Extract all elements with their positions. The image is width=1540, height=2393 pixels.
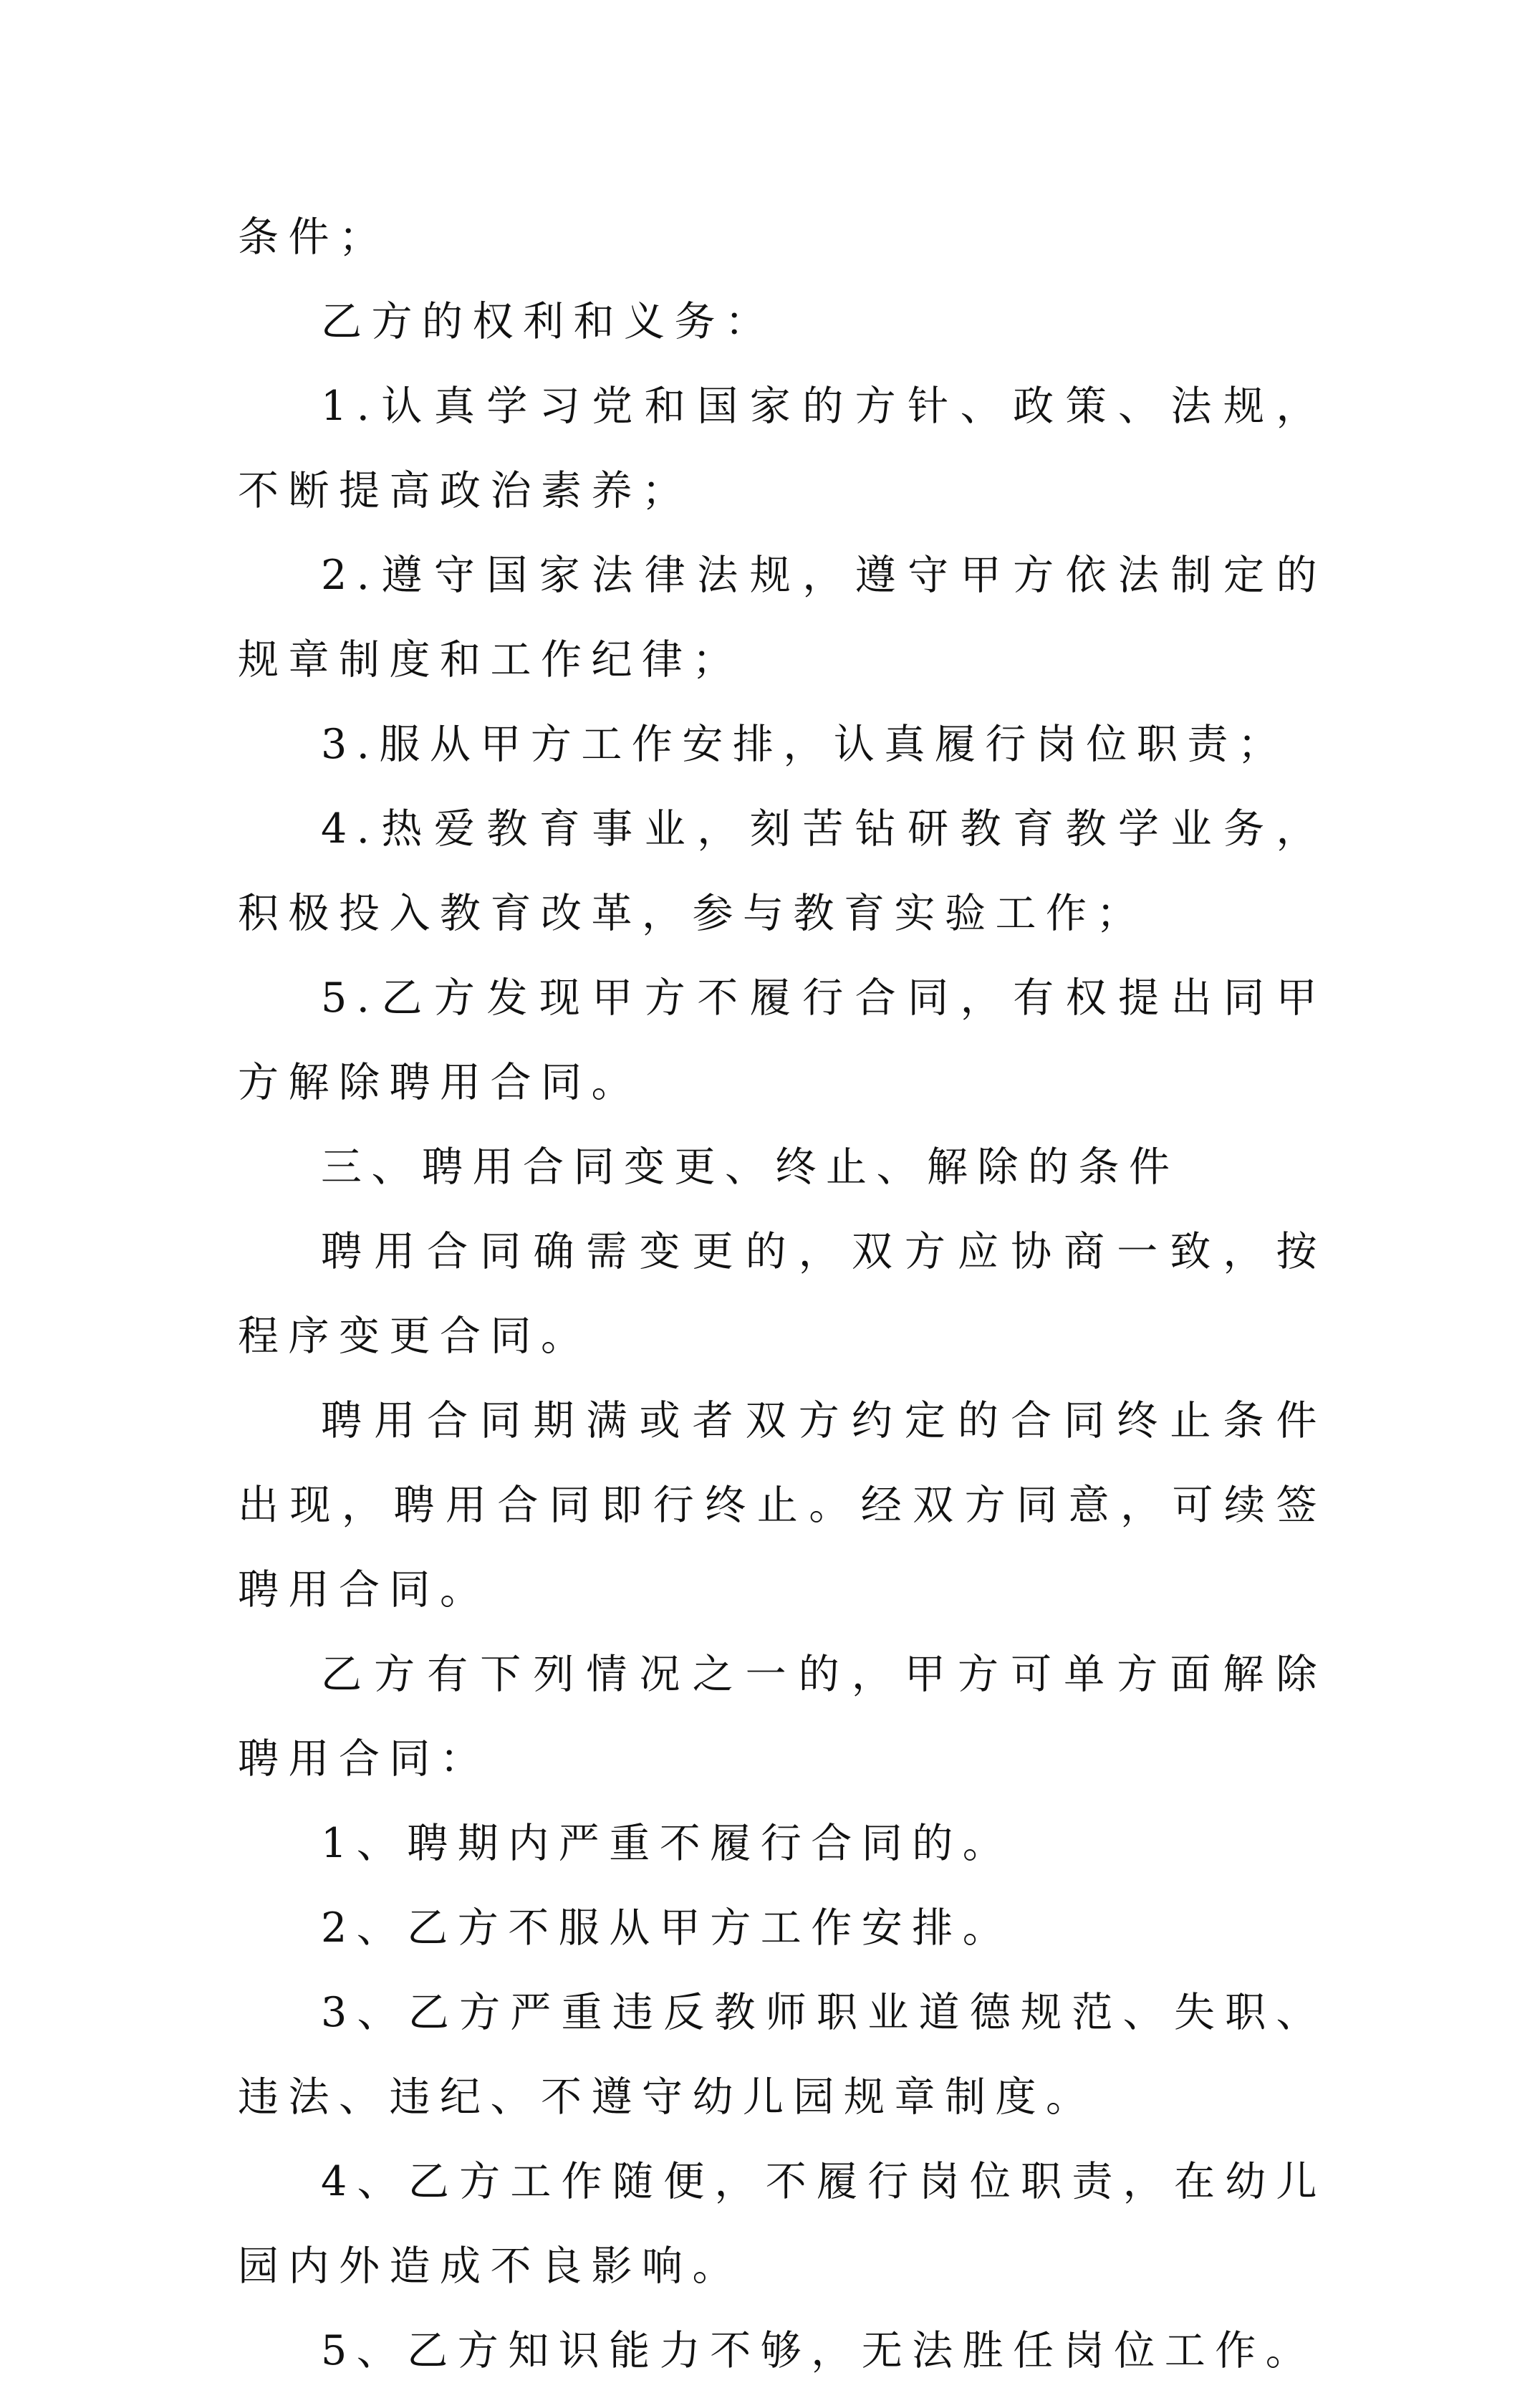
section-heading-contract-change: 三、聘用合同变更、终止、解除的条件: [321, 1143, 1180, 1191]
paragraph-item-3: 3.服从甲方工作安排，认真履行岗位职责；: [321, 721, 1289, 768]
paragraph-condition-1: 1、聘期内严重不履行合同的。: [321, 1820, 1014, 1867]
document-body: [238, 195, 1327, 2393]
paragraph-item-5: 5.乙方发现甲方不履行合同，有权提出同甲方解除聘用合同。: [238, 974, 1327, 1106]
paragraph-item-1: 1.认真学习党和国家的方针、政策、法规，不断提高政治素养；: [238, 383, 1327, 514]
paragraph-condition-5: 5、乙方知识能力不够，无法胜任岗位工作。: [321, 2327, 1317, 2374]
paragraph-heading-rights-duties: 乙方的权利和义务：: [321, 298, 776, 345]
paragraph-condition-4: 4、乙方工作随便，不履行岗位职责，在幼儿园内外造成不良影响。: [238, 2158, 1327, 2290]
paragraph-condition-3: 3、乙方严重违反教师职业道德规范、失职、违法、违纪、不遵守幼儿园规章制度。: [238, 1989, 1327, 2121]
paragraph-item-4: 4.热爱教育事业，刻苦钻研教育教学业务，积极投入教育改革，参与教育实验工作；: [238, 805, 1327, 937]
paragraph-contract-termination: 聘用合同期满或者双方约定的合同终止条件出现，聘用合同即行终止。经双方同意，可续签聘用合同。: [238, 1397, 1327, 1613]
paragraph-item-2: 2.遵守国家法律法规，遵守甲方依法制定的规章制度和工作纪律；: [238, 552, 1327, 684]
paragraph-contract-change: 聘用合同确需变更的，双方应协商一致，按程序变更合同。: [238, 1228, 1327, 1360]
paragraph-condition-2: 2、乙方不服从甲方工作安排。: [321, 1904, 1014, 1952]
paragraph-dismissal-conditions: 乙方有下列情况之一的，甲方可单方面解除聘用合同：: [238, 1651, 1327, 1783]
paragraph-continuation: 条件；: [238, 214, 390, 261]
